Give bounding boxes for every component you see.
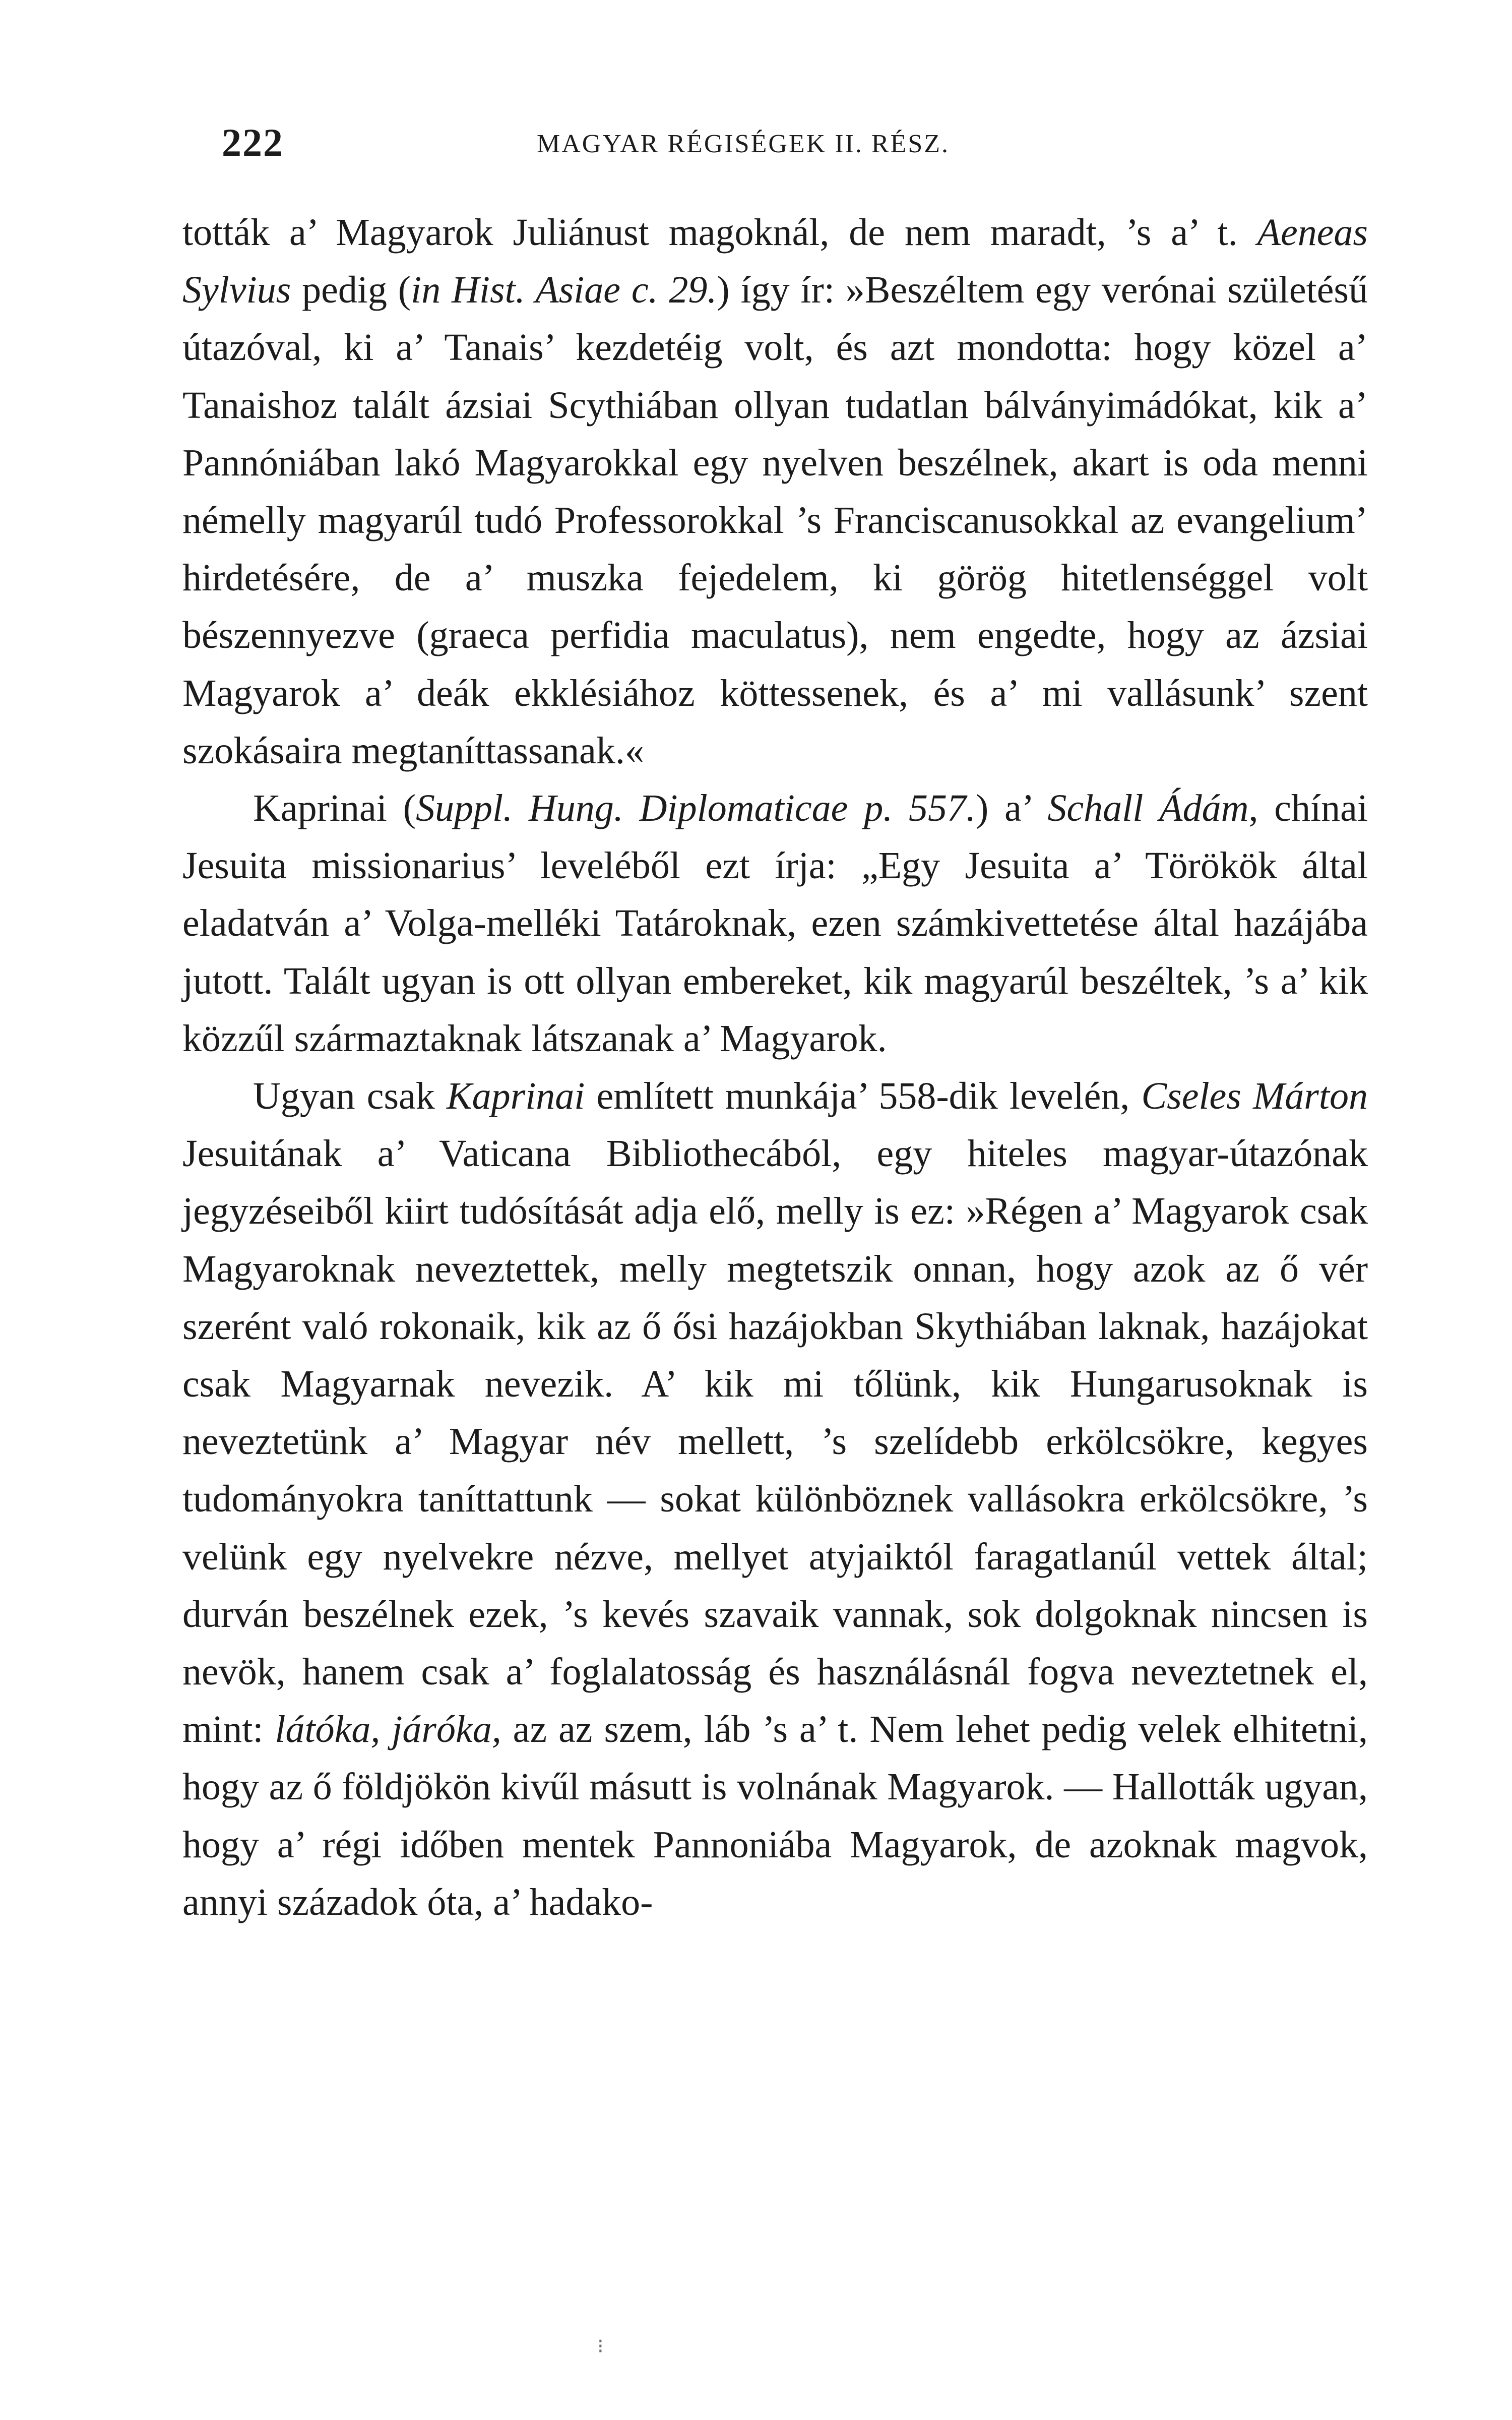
text-segment: pedig (: [291, 269, 411, 312]
ink-speck-mark: ⁝: [597, 2335, 604, 2357]
italic-text-segment: Kaprinai: [446, 1075, 585, 1118]
italic-text-segment: Cseles Márton: [1141, 1075, 1368, 1118]
text-segment: tották a’ Magyarok Juliánust magoknál, de nem maradt, ’s a’ t.: [182, 211, 1257, 254]
italic-text-segment: in Hist. Asiae c. 29.: [411, 269, 717, 312]
text-segment: Ugyan csak: [253, 1075, 447, 1118]
text-segment: Kaprinai (: [253, 787, 416, 830]
italic-text-segment: látóka, járóka,: [275, 1708, 501, 1751]
text-segment: , chínai Jesuita missionarius’ leveléből ezt írja: „Egy Jesuita a’ Törökök által eladatván a’ Volga-melléki Tatároknak, ezen számkivettetése által hazájába jutott. Talált ugyan is ott ollyan embereket, kik magyarúl beszéltek, ’s a’ kik közzűl származtaknak látszanak a’ Magyarok.: [182, 787, 1368, 1060]
italic-text-segment: Schall Ádám: [1047, 787, 1249, 830]
body-text: [182, 204, 1368, 1931]
paragraph: [182, 779, 1368, 1067]
text-segment: ) a’: [976, 787, 1048, 830]
page-number: 222: [222, 120, 284, 164]
running-title: MAGYAR RÉGISÉGEK II. RÉSZ.: [537, 130, 950, 158]
text-segment: ) így ír: »Beszéltem egy verónai születésű útazóval, ki a’ Tanais’ kezdetéig volt, és azt mondotta: hogy közel a’ Tanaishoz talált ázsiai Scythiában ollyan tudatlan bálványimádókat, kik a’ Pannóniában lakó Magyarokkal egy nyelven beszélnek, akart is oda menni némelly magyarúl tudó Professorokkal ’s Franciscanusokkal az evangelium’ hirdetésére, de a’ muszka fejedelem, ki görög hitetlenséggel volt bészennyezve (graeca perfidia maculatus), nem engedte, hogy az ázsiai Magyarok a’ deák ekklésiához köttessenek, és a’ mi vallásunk’ szent szokásaira megtaníttassanak.«: [182, 269, 1368, 772]
page-header: [222, 120, 1371, 165]
paragraph: [182, 1067, 1368, 1931]
text-segment: az az szem, láb ’s a’ t. Nem lehet pedig velek elhitetni, hogy az ő földjökön kivűl másutt is volnának Magyarok. — Hallották ugyan, hogy a’ régi időben mentek Pannoniába Magyarok, de azoknak magvok, annyi századok óta, a’ hadako-: [182, 1708, 1368, 1923]
italic-text-segment: Aeneas Sylvius: [182, 211, 1368, 312]
text-segment: Jesuitának a’ Vaticana Bibliothecából, egy hiteles magyar-útazónak jegyzéseiből kiirt tudósítását adja elő, melly is ez: »Régen a’ Magyarok csak Magyaroknak neveztettek, melly megtetszik onnan, hogy azok az ő vér szerént való rokonaik, kik az ő ősi hazájokban Skythiában laknak, hazájokat csak Magyarnak nevezik. A’ kik mi tőlünk, kik Hungarusoknak is neveztetünk a’ Magyar név mellett, ’s szelídebb erkölcsökre, kegyes tudományokra taníttattunk — sokat különböznek vallásokra erkölcsökre, ’s velünk egy nyelvekre nézve, mellyet atyjaiktól faragatlanúl vettek által; durván beszélnek ezek, ’s kevés szavaik vannak, sok dolgoknak nincsen is nevök, hanem csak a’ foglalatosság és használásnál fogva neveztetnek el, mint:: [182, 1132, 1368, 1751]
paragraph: [182, 204, 1368, 779]
italic-text-segment: Suppl. Hung. Diplomaticae p. 557.: [416, 787, 976, 830]
text-segment: említett munkája’ 558-dik levelén,: [585, 1075, 1142, 1118]
